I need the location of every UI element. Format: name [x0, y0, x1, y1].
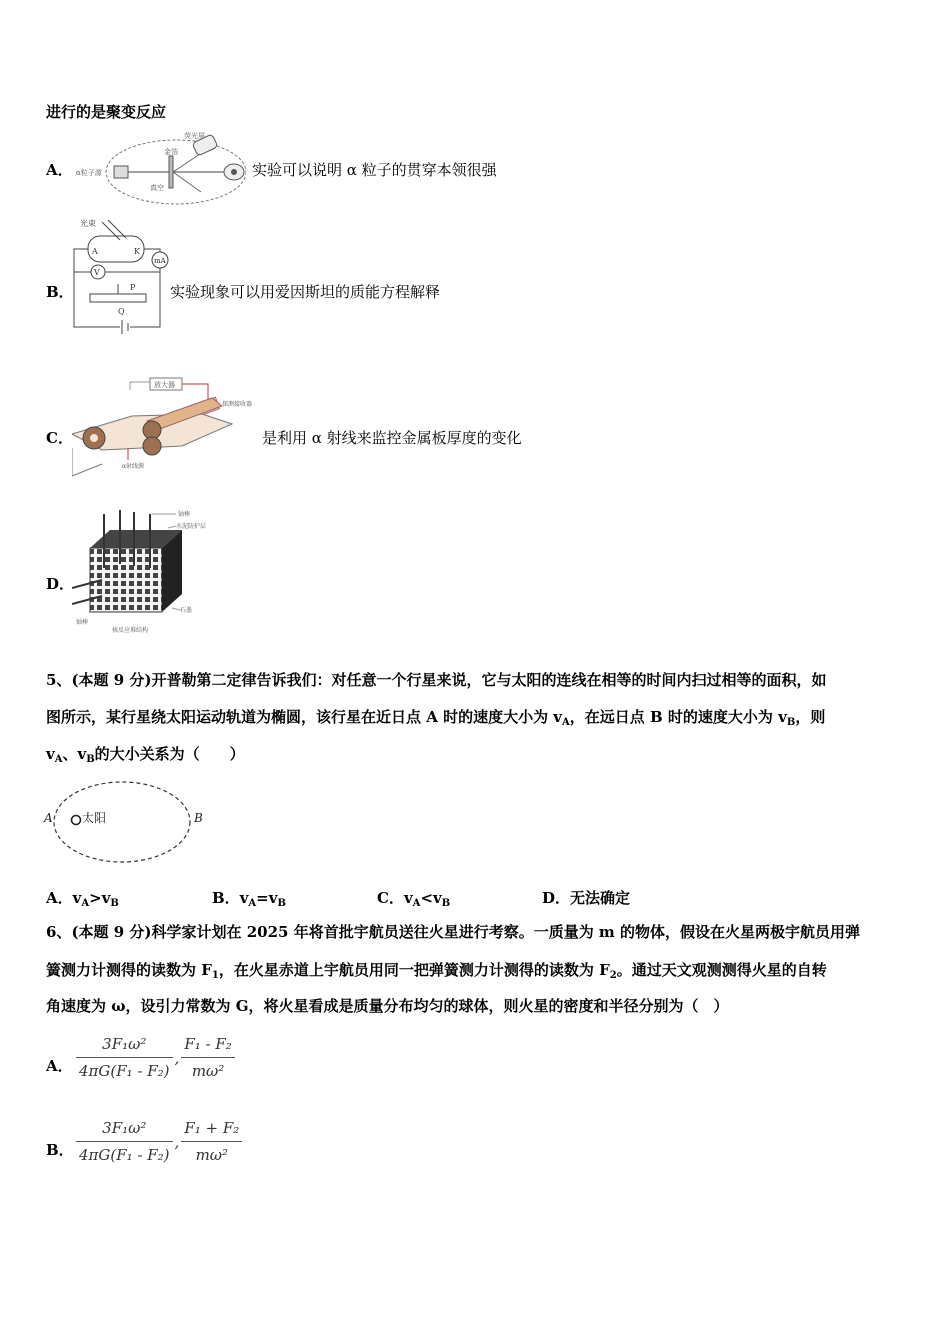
option-text: 实验现象可以用爱因斯坦的质能方程解释: [170, 283, 441, 301]
fig-label: 金箔: [164, 148, 178, 156]
fig-label: 水泥防护层: [176, 523, 207, 530]
option-text: 实验可以说明 α 粒子的贯穿本领很强: [252, 161, 497, 179]
q6-option-b-formula: $\frac{\text{3F₁ω²}}{\text{4πG(F₁ - F₂)}}$ , $\frac{\text{F₁ + F₂}}{\text{mω²}}$: [76, 1118, 242, 1165]
option-text: 是利用 α 射线来监控金属板厚度的变化: [262, 429, 522, 447]
density-fraction: $\frac{\text{3F₁ω²}}{\text{4πG(F₁ - F₂)}}$: [76, 1034, 173, 1081]
q5-stem-line1: 5、(本题 9 分)开普勒第二定律告诉我们：对任意一个行星来说，它与太阳的连线在相等的时间内扫过相等的面积，如: [46, 671, 827, 689]
fig-label: 真空: [150, 184, 164, 192]
point-a-label: A: [44, 811, 53, 825]
fig-label: 核反应堆结构: [112, 627, 149, 634]
fig-label: 荧光屏: [184, 132, 205, 140]
density-fraction: $\frac{\text{3F₁ω²}}{\text{4πG(F₁ - F₂)}}$: [76, 1118, 173, 1165]
alpha-scattering-figure: [76, 130, 246, 208]
fig-label: 石墨: [180, 607, 193, 614]
option-letter[interactable]: A．: [46, 1057, 73, 1075]
fig-label: mA: [154, 257, 166, 265]
q5-stem-line3: $v_A$、$v_B$的大小关系为（ ）: [46, 745, 245, 765]
q6-stem-line3: 角速度为 ω，设引力常数为 G，将火星看成是质量分布均匀的球体，则火星的密度和半径分别为（ ）: [46, 997, 729, 1015]
option-letter[interactable]: B．: [46, 1141, 74, 1159]
option-letter[interactable]: C．: [46, 429, 73, 447]
fig-label: 铀棒: [178, 511, 191, 518]
fig-label: Q: [118, 307, 125, 316]
fig-label: V: [94, 268, 100, 277]
q5-option-c[interactable]: C．$v_A<v_B$: [377, 889, 451, 909]
orbit-figure: [40, 776, 210, 868]
thickness-gauge-figure: [72, 376, 262, 480]
option-letter[interactable]: D．: [46, 575, 75, 593]
q6-stem-line1: 6、(本题 9 分)科学家计划在 2025 年将首批宇航员送往火星进行考察。一质量为 m 的物体，假设在火星两极宇航员用弹: [46, 923, 861, 941]
fig-label: 探测接收器: [222, 401, 253, 408]
photoelectric-circuit-figure: [70, 212, 170, 340]
fig-label: A: [92, 247, 98, 256]
q6-stem-line2: 簧测力计测得的读数为 $F_1$，在火星赤道上宇航员用同一把弹簧测力计测得的读数为 $F_2$。通过天文观测测得火星的自转: [46, 961, 827, 981]
radius-fraction: $\frac{\text{F₁ + F₂}}{\text{mω²}}$: [181, 1118, 242, 1165]
sun-icon: [72, 816, 81, 825]
fig-label: α粒子源: [76, 169, 102, 177]
q5-stem-line2: 图所示，某行星绕太阳运动轨道为椭圆，该行星在近日点 A 时的速度大小为 $v_A$，在远日点 B 时的速度大小为 $v_B$，则: [46, 708, 826, 728]
fig-label: α射线源: [122, 463, 145, 470]
sun-label: 太阳: [82, 811, 107, 825]
fig-label: 光束: [80, 219, 96, 228]
q6-option-a-formula: $\frac{\text{3F₁ω²}}{\text{4πG(F₁ - F₂)}}$ , $\frac{\text{F₁ - F₂}}{\text{mω²}}$: [76, 1034, 235, 1081]
continued-line: 进行的是聚变反应: [46, 103, 167, 121]
reactor-figure: [72, 508, 222, 634]
q5-option-d[interactable]: D．无法确定: [542, 889, 631, 907]
point-b-label: B: [194, 811, 203, 825]
q5-option-a[interactable]: A．$v_A>v_B$: [46, 889, 119, 909]
option-letter[interactable]: A．: [46, 161, 73, 179]
fig-label: K: [134, 247, 140, 256]
radius-fraction: $\frac{\text{F₁ - F₂}}{\text{mω²}}$: [181, 1034, 234, 1081]
q5-option-b[interactable]: B．$v_A=v_B$: [212, 889, 286, 909]
fig-label: 铀棒: [76, 619, 89, 626]
fig-label: P: [130, 283, 136, 292]
option-letter[interactable]: B．: [46, 283, 74, 301]
fig-label: 放大器: [154, 381, 175, 389]
